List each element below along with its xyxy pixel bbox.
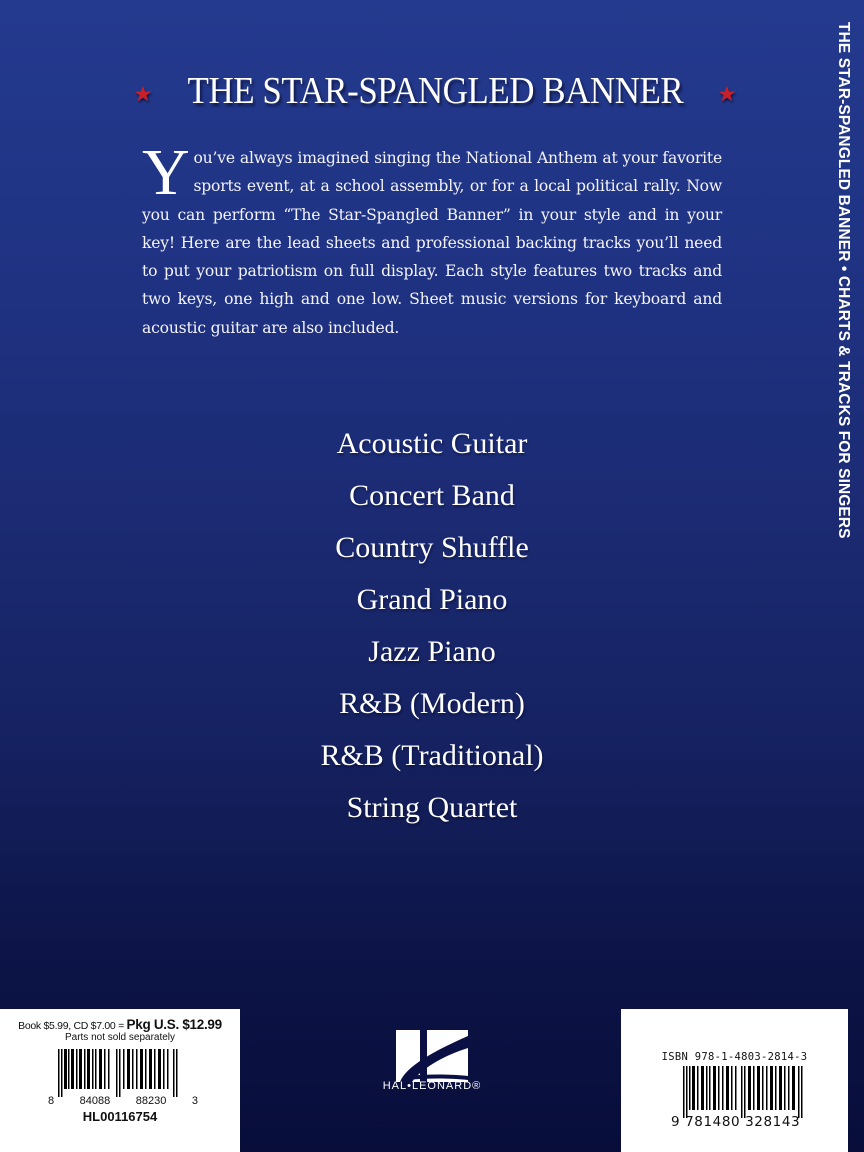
parts-note: Parts not sold separately xyxy=(64,1032,176,1043)
item-code: HL00116754 xyxy=(82,1109,158,1124)
star-icon xyxy=(718,85,736,103)
upc-digit: 3 xyxy=(191,1095,198,1107)
style-item: Grand Piano xyxy=(356,583,508,616)
style-item: R&B (Traditional) xyxy=(320,739,544,772)
style-item: String Quartet xyxy=(346,791,518,824)
star-icon xyxy=(134,85,152,103)
upc-barcode xyxy=(58,1049,178,1097)
drop-cap: Y xyxy=(142,136,190,209)
price-box xyxy=(0,1009,240,1152)
publisher-name: HAL•LEONARD® xyxy=(382,1080,482,1092)
isbn-label: ISBN 978-1-4803-2814-3 xyxy=(661,1051,808,1063)
style-item: Jazz Piano xyxy=(368,635,496,668)
price-total: Pkg U.S. $12.99 xyxy=(126,1017,222,1032)
spine-text: THE STAR-SPANGLED BANNER • CHARTS & TRACKS FOR SINGERS xyxy=(835,22,852,539)
style-item: Acoustic Guitar xyxy=(336,427,528,460)
style-item: Concert Band xyxy=(349,479,515,512)
upc-digit: 84088 xyxy=(79,1095,111,1107)
styles-list xyxy=(232,418,632,834)
title-row xyxy=(150,66,720,116)
isbn-barcode xyxy=(683,1066,803,1118)
intro-text: ou’ve always imagined singing the National Anthem at your favorite sports event, at a school assembly, or for a local political rally. Now you can perform “The Star-Spangled Banner” in your style and in your key! Here are the lead sheets and professional backing tracks you’ll need to put your patriotism on full display. Each style features two tracks and two keys, one high and one low. Sheet music versions for keyboard and acoustic guitar are also included. xyxy=(142,149,722,337)
style-item: R&B (Modern) xyxy=(339,687,525,720)
price-line xyxy=(0,1017,240,1032)
upc-digit: 88230 xyxy=(135,1095,167,1107)
ean-digits: 9 781480 328143 xyxy=(671,1114,801,1130)
style-item: Country Shuffle xyxy=(335,531,529,564)
isbn-box xyxy=(621,1009,848,1152)
upc-digit: 8 xyxy=(48,1095,55,1107)
page-title: THE STAR-SPANGLED BANNER xyxy=(187,70,683,112)
intro-paragraph xyxy=(142,136,722,342)
price-breakdown: Book $5.99, CD $7.00 = xyxy=(18,1020,127,1032)
upc-digits xyxy=(48,1095,198,1107)
